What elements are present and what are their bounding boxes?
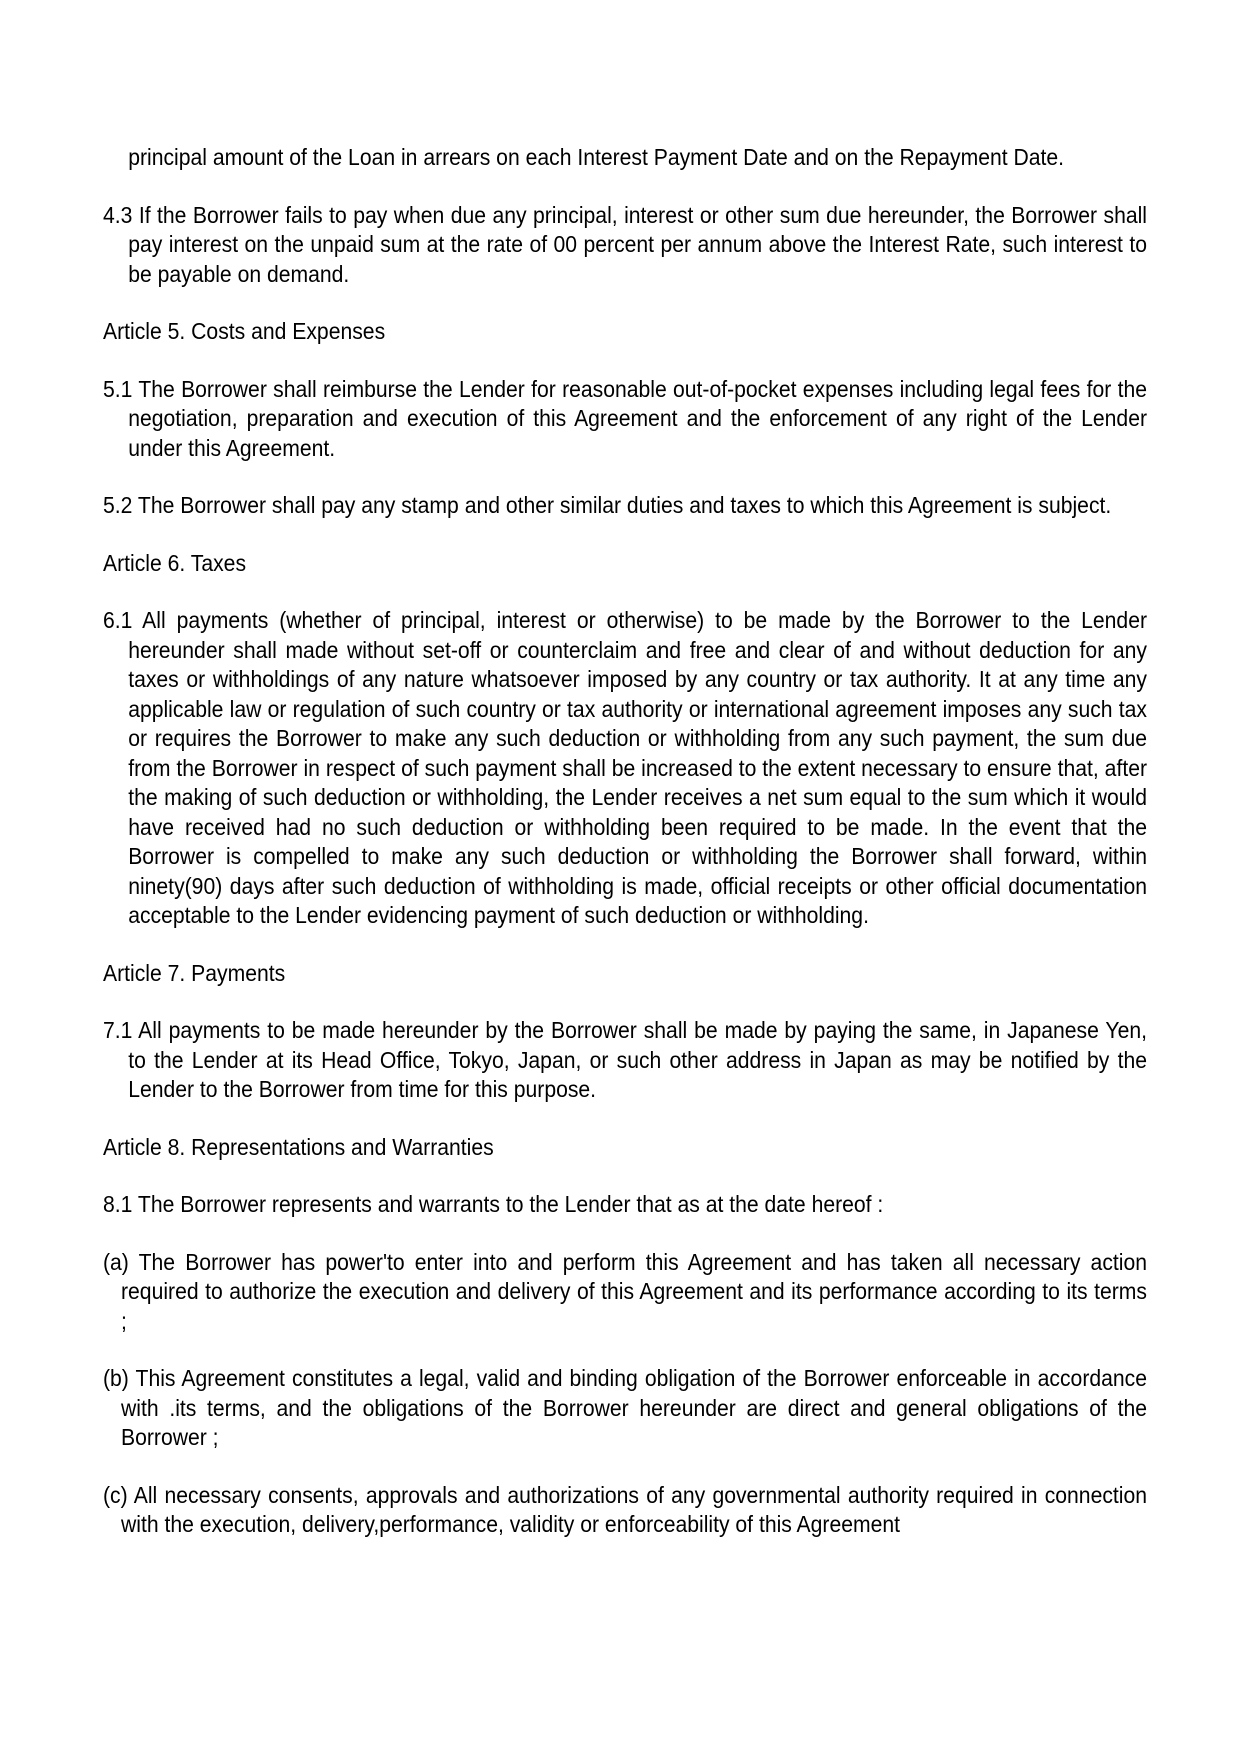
paragraph-continuation-4-2: principal amount of the Loan in arrears on each Interest Payment Date and on the Repayment Date. bbox=[128, 144, 1065, 170]
clause-8-1-text: The Borrower represents and warrants to the Lender that as at the date hereof : bbox=[137, 1191, 884, 1217]
clause-7-1-number: 7.1 bbox=[103, 1017, 133, 1043]
clause-6-1-number: 6.1 bbox=[103, 607, 133, 633]
clause-b-text: This Agreement constitutes a legal, valid and binding obligation of the Borrower enforceable in accordance with .its terms, and the obligations of the Borrower hereunder are direct and general obligations of the Borrower ; bbox=[121, 1365, 1147, 1450]
clause-b bbox=[103, 1364, 1147, 1453]
clause-c-label: (c) bbox=[103, 1481, 128, 1508]
clause-5-1-text: The Borrower shall reimburse the Lender for reasonable out-of-pocket expenses including legal fees for the negotiation, preparation and execution of this Agreement and the enforcement of any right of the Lender under this Agreement. bbox=[128, 375, 1148, 461]
clause-a-text: The Borrower has power'to enter into and perform this Agreement and has taken all necessary action required to authorize the execution and delivery of this Agreement and its performance according to its terms ; bbox=[121, 1248, 1148, 1334]
article-7-heading: Article 7. Payments bbox=[103, 959, 286, 986]
article-8-heading: Article 8. Representations and Warranties bbox=[103, 1133, 494, 1160]
clause-7-1 bbox=[103, 1016, 1147, 1105]
clause-6-1 bbox=[103, 606, 1147, 931]
clause-6-1-text: All payments (whether of principal, interest or otherwise) to be made by the Borrower to the Lender hereunder shall made without set-off or counterclaim and free and clear of and without deduction for any taxes or withholdings of any nature whatsoever imposed by any country or tax authority. It at any time any applicable law or regulation of such country or tax authority or international agreement imposes any such tax or requires the Borrower to make any such deduction or withholding from any such payment, the sum due from the Borrower in respect of such payment shall be increased to the extent necessary to ensure that, after the making of such deduction or withholding, the Lender receives a net sum equal to the sum which it would have received had no such deduction or withholding been required to be made. In the event that the Borrower is compelled to make any such deduction or withholding the Borrower shall forward, within ninety(90) days after such deduction of withholding is made, official receipts or other official documentation acceptable to the Lender evidencing payment of such deduction or withholding. bbox=[128, 607, 1148, 928]
clause-7-1-text: All payments to be made hereunder by the Borrower shall be made by paying the same, in Japanese Yen, to the Lender at its Head Office, Tokyo, Japan, or such other address in Japan as may be notified by the Lender to the Borrower from time for this purpose. bbox=[128, 1017, 1148, 1102]
clause-4-3-number: 4.3 bbox=[103, 201, 133, 228]
article-5-heading: Article 5. Costs and Expenses bbox=[103, 318, 386, 344]
clause-8-1 bbox=[103, 1190, 1147, 1220]
clause-c-text: All necessary consents, approvals and authorizations of any governmental authority required in connection with the execution, delivery,performance, validity or enforceability of this Agreement bbox=[121, 1481, 1148, 1537]
clause-4-3-text: If the Borrower fails to pay when due any principal, interest or other sum due hereunder, the Borrower shall pay interest on the unpaid sum at the rate of 00 percent per annum above the Interest Rate, such interest to be payable on demand. bbox=[128, 201, 1147, 287]
clause-a bbox=[103, 1248, 1147, 1337]
clause-5-1-number: 5.1 bbox=[103, 375, 133, 402]
document-text-column bbox=[103, 143, 1147, 1540]
article-6-heading: Article 6. Taxes bbox=[103, 549, 247, 576]
clause-4-3 bbox=[103, 201, 1147, 290]
clause-8-1-number: 8.1 bbox=[103, 1191, 133, 1217]
clause-a-label: (a) bbox=[103, 1248, 129, 1275]
clause-b-label: (b) bbox=[103, 1365, 129, 1391]
clause-5-1 bbox=[103, 375, 1147, 464]
clause-5-2: 5.2 The Borrower shall pay any stamp and other similar duties and taxes to which this Agreement is subject. bbox=[103, 492, 1112, 518]
clause-c bbox=[103, 1481, 1147, 1540]
